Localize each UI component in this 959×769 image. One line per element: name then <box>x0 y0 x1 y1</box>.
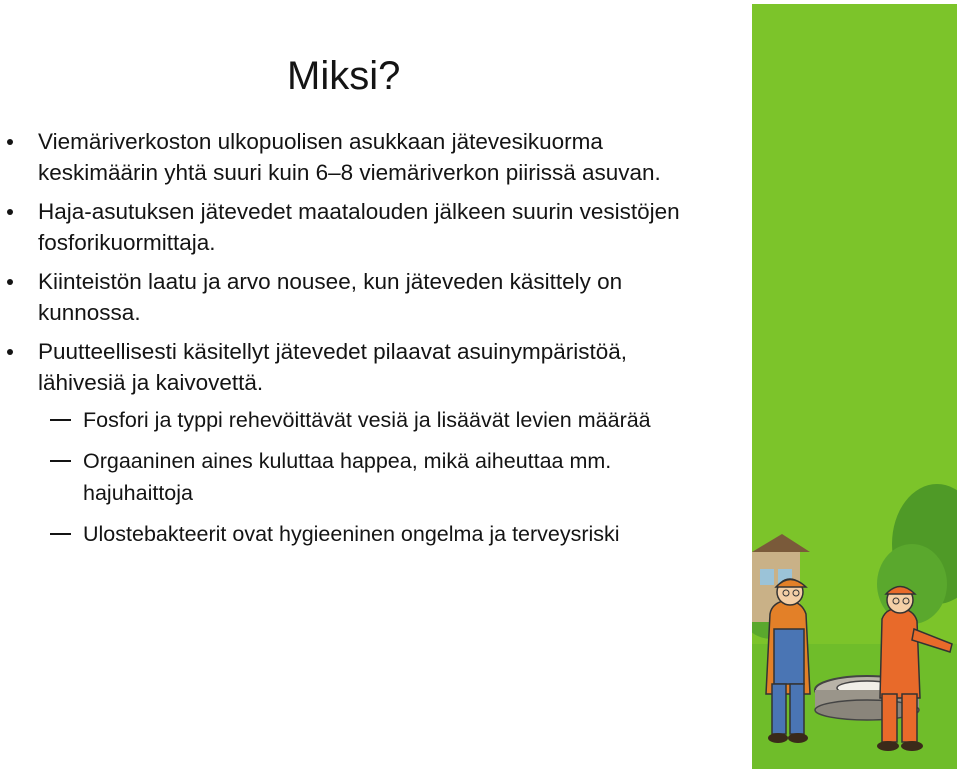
bullet-text: Haja-asutuksen jätevedet maatalouden jälkeen suurin vesistöjen fosforikuormittaja. <box>38 199 680 255</box>
dash-icon <box>50 419 71 421</box>
two-workers-at-well-illustration <box>752 4 957 769</box>
bullet-list <box>0 126 690 559</box>
slide-title: Miksi? <box>287 54 401 98</box>
sub-bullet-item <box>38 518 690 550</box>
bullet-dot-icon <box>7 279 13 285</box>
dash-icon <box>50 460 71 462</box>
bullet-item <box>0 126 690 188</box>
bullet-item <box>0 266 690 328</box>
sub-bullet-item <box>38 445 690 509</box>
bullet-text: Puutteellisesti käsitellyt jätevedet pilaavat asuinympäristöä, lähivesiä ja kaivovettä. <box>38 339 628 395</box>
bullet-text: Kiinteistön laatu ja arvo nousee, kun jäteveden käsittely on kunnossa. <box>38 269 623 325</box>
sub-bullet-text: Ulostebakteerit ovat hygieeninen ongelma ja terveysriski <box>83 522 620 546</box>
bullet-text: Viemäriverkoston ulkopuolisen asukkaan jätevesikuorma keskimäärin yhtä suuri kuin 6–8 viemäriverkon piirissä asuvan. <box>38 129 661 185</box>
bullet-item <box>0 196 690 258</box>
sub-bullet-item <box>38 404 690 436</box>
sub-bullet-text: Fosfori ja typpi rehevöittävät vesiä ja lisäävät levien määrää <box>83 408 651 432</box>
sub-bullet-text: Orgaaninen aines kuluttaa happea, mikä aiheuttaa mm. hajuhaittoja <box>83 449 612 505</box>
bullet-dot-icon <box>7 209 13 215</box>
bullet-item <box>0 336 690 550</box>
illustration-panel <box>752 4 957 769</box>
sub-bullet-list <box>38 404 690 550</box>
bullet-dot-icon <box>7 139 13 145</box>
bullet-dot-icon <box>7 349 13 355</box>
dash-icon <box>50 533 71 535</box>
